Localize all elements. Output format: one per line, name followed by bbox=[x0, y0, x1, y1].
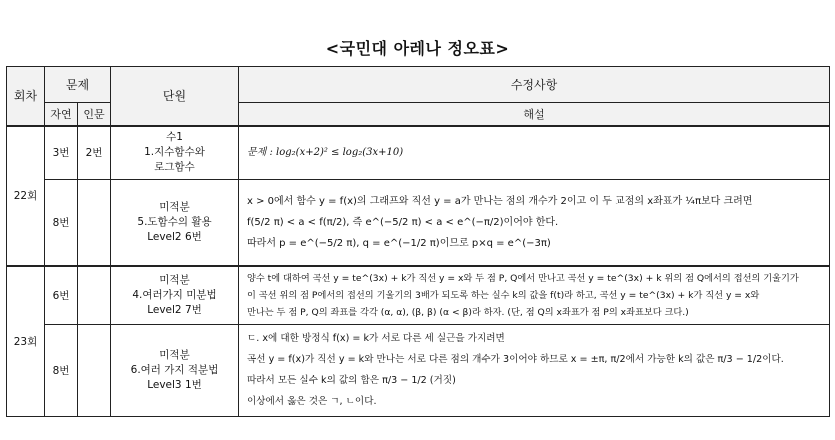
unit-line: 미적분 bbox=[159, 273, 190, 286]
header-problem: 문제 bbox=[45, 67, 111, 103]
note-line: 이 곡선 위의 점 P에서의 접선의 기울기의 3배가 되도록 하는 실수 k의 값을 f(t)라 하고, 곡선 y = te^(3x) + k가 직선 y = x와 bbox=[247, 289, 760, 301]
unit-cell bbox=[111, 126, 239, 180]
header-correction: 수정사항 bbox=[239, 67, 830, 103]
note-cell bbox=[239, 180, 830, 266]
natural-cell: 8번 bbox=[45, 324, 78, 416]
unit-line: Level3 1번 bbox=[147, 378, 202, 391]
page-title: <국민대 아레나 정오표> bbox=[325, 39, 510, 58]
natural-cell: 3번 bbox=[45, 126, 78, 180]
unit-line: 4.여러가지 미분법 bbox=[132, 288, 217, 301]
round-cell: 22회 bbox=[7, 126, 45, 266]
unit-cell bbox=[111, 266, 239, 325]
note-line: 양수 t에 대하여 곡선 y = te^(3x) + k가 직선 y = x와 두 점 P, Q에서 만나고 곡선 y = te^(3x) + k 위의 점 Q에서의 접선의 기울기가 bbox=[247, 272, 799, 284]
unit-cell bbox=[111, 324, 239, 416]
humanities-cell bbox=[78, 324, 111, 416]
note-line: 이상에서 옳은 것은 ㄱ, ㄴ이다. bbox=[247, 396, 377, 407]
unit-line: 1.지수함수와 bbox=[144, 146, 205, 159]
unit-line: 미적분 bbox=[159, 348, 190, 361]
note-line: x > 0에서 함수 y = f(x)의 그래프와 직선 y = a가 만나는 점의 개수가 2이고 이 두 교점의 x좌표가 ¼π보다 크려면 bbox=[247, 195, 753, 207]
humanities-cell bbox=[78, 180, 111, 266]
table-row bbox=[7, 180, 830, 266]
natural-cell: 6번 bbox=[45, 266, 78, 325]
note-cell bbox=[239, 324, 830, 416]
note-line: 곡선 y = f(x)가 직선 y = k와 만나는 서로 다른 점의 개수가 3이어야 하므로 x = ±π, π/2에서 가능한 k의 값은 π/3 − 1/2이다. bbox=[247, 354, 784, 365]
unit-line: 6.여러 가지 적분법 bbox=[130, 363, 219, 376]
unit-line: 수1 bbox=[166, 131, 183, 144]
table-row bbox=[7, 126, 830, 180]
note-line: f(5/2 π) < a < f(π/2), 즉 e^(−5/2 π) < a < e^(−π/2)이어야 한다. bbox=[247, 216, 559, 228]
note-line: 따라서 모든 실수 k의 값의 합은 π/3 − 1/2 (거짓) bbox=[247, 375, 456, 386]
errata-table bbox=[6, 66, 830, 417]
note-line: 문제 : log₂(x+2)² ≤ log₂(3x+10) bbox=[247, 147, 404, 159]
note-line: 따라서 p = e^(−5/2 π), q = e^(−1/2 π)이므로 p×q = e^(−3π) bbox=[247, 237, 551, 249]
unit-line: Level2 7번 bbox=[147, 303, 202, 316]
note-line: 만나는 두 점 P, Q의 좌표를 각각 (α, α), (β, β) (α < β)라 하자. (단, 점 Q의 x좌표가 점 P의 x좌표보다 크다.) bbox=[247, 306, 689, 318]
humanities-cell: 2번 bbox=[78, 126, 111, 180]
unit-line: 5.도함수의 활용 bbox=[137, 215, 212, 228]
table-row bbox=[7, 266, 830, 325]
humanities-cell bbox=[78, 266, 111, 325]
header-round: 회차 bbox=[7, 67, 45, 126]
note-cell bbox=[239, 126, 830, 180]
header-unit: 단원 bbox=[111, 67, 239, 126]
table-row bbox=[7, 324, 830, 416]
header-explanation: 해설 bbox=[239, 103, 830, 126]
header-humanities: 인문 bbox=[78, 103, 111, 126]
unit-line: 로그함수 bbox=[154, 161, 195, 174]
unit-line: 미적분 bbox=[159, 200, 190, 213]
header-natural: 자연 bbox=[45, 103, 78, 126]
unit-line: Level2 6번 bbox=[147, 230, 202, 243]
note-line: ㄷ. x에 대한 방정식 f(x) = k가 서로 다른 세 실근을 가지려면 bbox=[247, 333, 505, 344]
note-cell bbox=[239, 266, 830, 325]
natural-cell: 8번 bbox=[45, 180, 78, 266]
unit-cell bbox=[111, 180, 239, 266]
round-cell: 23회 bbox=[7, 266, 45, 417]
